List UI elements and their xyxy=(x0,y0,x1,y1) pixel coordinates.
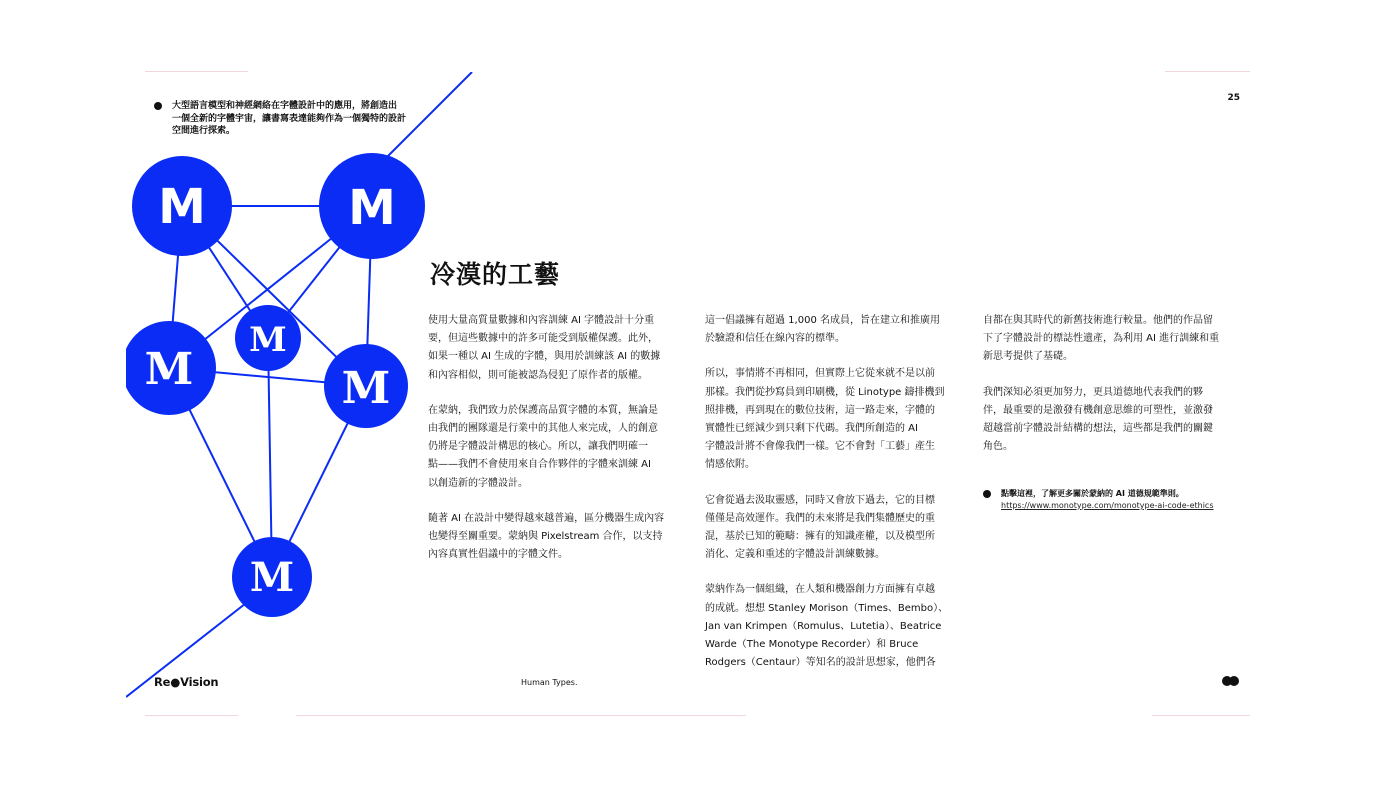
ethics-note-text xyxy=(1001,488,1213,512)
text-column-2 xyxy=(705,312,965,689)
brand-logo: Re●Vision xyxy=(154,675,219,689)
paragraph: 隨著 AI 在設計中變得越來越普遍，區分機器生成內容 也變得至關重要。蒙納與 Pixelstream 合作，以支持 內容真實性倡議中的字體文件。 xyxy=(428,512,665,561)
intro-note xyxy=(154,100,414,138)
ethics-code-link[interactable]: https://www.monotype.com/monotype-ai-code-ethics xyxy=(1001,501,1214,510)
node-label: M xyxy=(348,180,396,236)
section-title: 冷漠的工藝 xyxy=(430,260,561,289)
footer-title: Human Types. xyxy=(521,678,578,687)
node-label: M xyxy=(158,179,206,235)
ethics-note xyxy=(983,488,1253,512)
double-dot-logo-icon xyxy=(1222,676,1240,686)
book-page xyxy=(126,72,1270,715)
text-column-3 xyxy=(983,312,1243,473)
page-number: 25 xyxy=(1227,93,1240,103)
bullet-dot xyxy=(983,490,991,498)
page-edge-bottom-right xyxy=(1152,715,1250,716)
page-edge-bottom-left xyxy=(145,715,238,716)
intro-text: 大型語言模型和神經網絡在字體設計中的應用，將創造出 一個全新的字體宇宙，讓書寫表達能夠作為一個獨特的設計 空間進行探索。 xyxy=(172,101,407,136)
node-label: M xyxy=(341,363,391,414)
paragraph: 使用大量高質量數據和內容訓練 AI 字體設計十分重 要，但這些數據中的許多可能受到版權保護。此外， 如果一種以 AI 生成的字體，與用於訓練該 AI 的數據 和內容相似，則可能被認為侵犯了原作者的版權。 xyxy=(428,315,661,381)
node-label: M xyxy=(144,344,194,395)
paragraph: 所以，事情將不再相同，但實際上它從來就不是以前 那樣。我們從抄寫員到印刷機，從 Linotype 鑄排機到 照排機，再到現在的數位技術，這一路走來，字體的 實體性已經減少到只剩下代碼。我們所創造的 AI 字體設計將不會像我們一樣。它不會對「工藝」產生 情感依附。 xyxy=(705,368,945,471)
paragraph: 自都在與其時代的新舊技術進行較量。他們的作品留 下了字體設計的標誌性遺產，為利用 AI 進行訓練和重 新思考提供了基礎。 xyxy=(983,315,1220,363)
text-column-1 xyxy=(428,312,688,581)
bullet-dot xyxy=(154,102,162,110)
node-label: M xyxy=(249,554,295,601)
page-edge-bottom-mid xyxy=(296,715,746,716)
paragraph: 它會從過去汲取靈感，同時又會放下過去，它的目標 僅僅是高效運作。我們的未來將是我們集體歷史的重 混，基於已知的範疇：擁有的知識產權，以及模型所 消化、定義和重述的字體設計訓練數據。 xyxy=(705,494,935,561)
ethics-note-label: 點擊這裡，了解更多關於蒙納的 AI 道德規範準則。 xyxy=(1001,489,1184,498)
paragraph: 這一倡議擁有超過 1,000 名成員，旨在建立和推廣用 於驗證和信任在線內容的標準。 xyxy=(705,315,940,345)
paragraph: 我們深知必須更加努力，更具道德地代表我們的夥 伴，最重要的是激發有機創意思維的可塑性，並激發 超越當前字體設計結構的想法，這些都是我們的關鍵 角色。 xyxy=(983,386,1213,453)
paragraph: 蒙納作為一個組織，在人類和機器創力方面擁有卓越 的成就。想想 Stanley Morison（Times、Bembo）、 Jan van Krimpen（Romulus、Lutetia）、Beatrice Warde（The Monotype Recorder）和 Bruce Rodgers（Centaur）等知名的設計思想家，他們各 xyxy=(705,584,949,669)
node-label: M xyxy=(249,320,287,360)
paragraph: 在蒙納，我們致力於保護高品質字體的本質，無論是 由我們的團隊還是行業中的其他人來完成，人的創意 仍將是字體設計構思的核心。所以，讓我們明確一 點——我們不會使用來自合作夥伴的字體來訓練 AI 以創造新的字體設計。 xyxy=(428,404,658,489)
